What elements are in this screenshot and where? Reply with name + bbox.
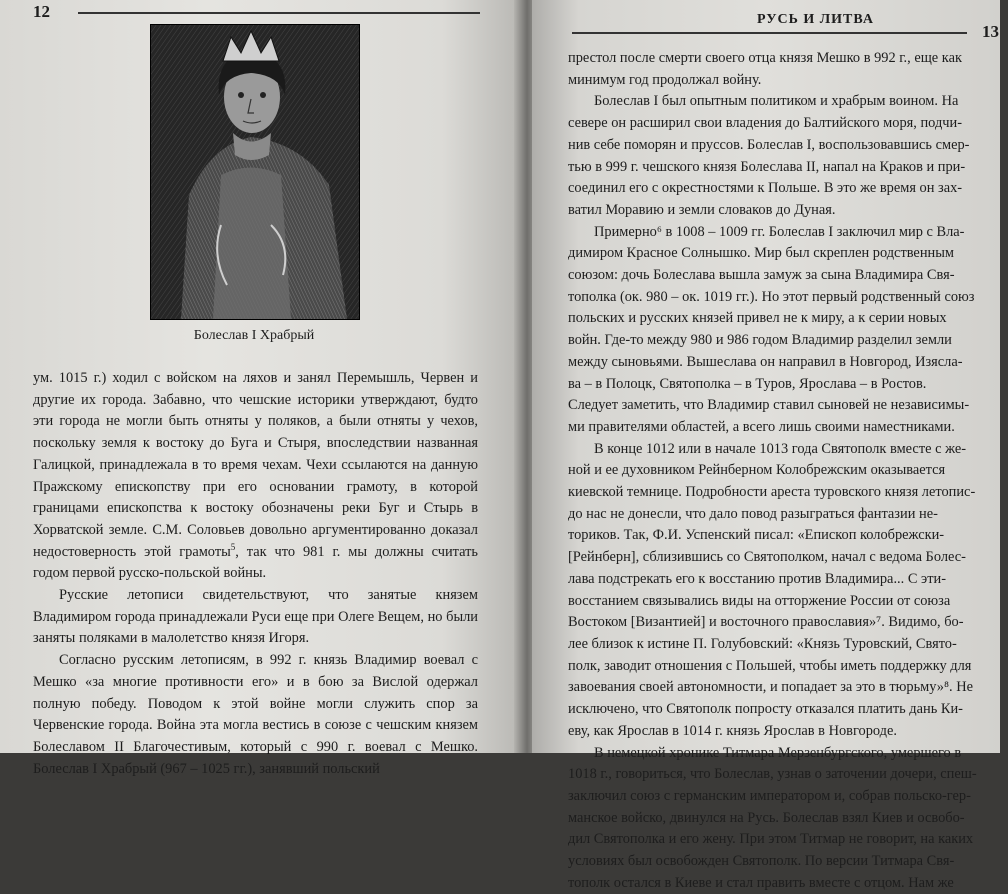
text-line: севере он расширил свои владения до Балтийского моря, подчи- [568,115,963,132]
text-line: союзом: дочь Болеслава вышла замуж за сына Владимира Свя- [568,267,955,284]
text-line: еву, как Ярослав в 1014 г. князь Ярослав в Новгороде. [568,722,897,739]
text-line: лее близок к истине П. Голубовский: «Князь Туровский, Свято- [568,635,957,652]
text-line: условиях был освобожден Святополк. По версии Титмара Свя- [568,853,955,870]
text-line: между сыновьями. Вышеслава он направил в Новгород, Изясла- [568,353,963,370]
text-line: до нас не донесли, что дало повод разыграться фантазии не- [568,505,938,522]
text-line: димиром Красное Солнышко. Мир был скреплен родственным [568,245,955,262]
left-body-text [33,368,478,780]
header-rule-right [572,32,967,34]
text-line: В немецкой хронике Титмара Мерзенбургского, умершего в [594,744,962,761]
text-line: престол после смерти своего отца князя Мешко в 992 г., еще как [568,50,962,66]
text-line: Болеслав I был опытным политиком и храбрым воином. На [594,93,959,110]
text-line: [Рейнберн], сблизившись со Святополком, начал с ведома Болес- [568,549,966,566]
text-line: нив себе поморян и пруссов. Болеслав I, воспользовавшись смер- [568,136,970,153]
text-line: восстанием связывались виды на отторжение России от союза [568,592,951,609]
right-page [532,0,1000,891]
text-line: тополка (ок. 980 – ок. 1019 гг.). Но этот первый родственный союз [568,288,975,305]
text-line: ториков. Так, Ф.И. Успенский писал: «Епископ колобрежски- [568,527,945,544]
text-line: киевской темнице. Подробности ареста туровского князя летопис- [568,484,976,501]
text-line: дил Святополка и его жену. При этом Титмар не говорит, на каких [568,831,974,848]
text-line: Примерно⁶ в 1008 – 1009 гг. Болеслав I заключил мир с Вла- [594,223,965,240]
paragraph: ум. 1015 г.) ходил с войском на ляхов и занял Перемышль, Червен и другие их города. Забавно, что чешские историки утверждают, будто эти города не могли быть отняты у поляков, а были отняты у чехов, поскольку земля к востоку до Буга и Стыря, впоследствии названная Галицкой, принадлежала в то время чехам. Чехи ссылаются на данную Пражскому епископству при его основании грамоту, в которой границами епископства к востоку обозначены реки Буг и Стырь в Хорватской земле. С.М. Соловьев довольно аргументированно доказал недостоверность этой грамоты$^5$, так что 981 г. мы должны считать годом первой русско-польской войны. [33,370,478,582]
text-line: польских и русских князей привел не к миру, а к серии новых [568,310,947,327]
header-rule-left [78,12,480,14]
portrait-engraving-icon [151,25,359,319]
footnote-marker[interactable]: 5 [230,541,236,552]
text-line: исключено, что Святополк попросту отказался платить дань Ки- [568,701,963,718]
left-page [0,0,520,777]
page-number-left: 12 [33,2,50,21]
page-number-right: 13 [982,22,999,41]
portrait-caption: Болеслав I Храбрый [193,328,315,343]
text-line: полк, заводит отношения с Польшей, чтобы иметь поддержку для [568,657,972,674]
text-line: тью в 999 г. чешского князя Болеслава II, напал на Краков и при- [568,158,966,175]
text-line: ва – в Полоцк, Святополка – в Туров, Ярослава – в Ростов. [568,375,927,392]
text-line: войн. Где-то между 980 и 986 годом Владимир разделил земли [568,332,952,349]
text-line: заключил союз с германским императором и, собрав польско-гер- [568,787,971,804]
paragraph: Согласно русским летописям, в 992 г. князь Владимир воевал с Мешко «за многие противности его» и в бою за Вислой одержал полную победу. Поводом к этой войне могли служить спор за Червенские города. Война эта могла вестись в союзе с чешским князем Болеславом II Благочестивым, который с 990 г. воевал с Мешко. Болеслав I Храбрый (967 – 1025 гг.), занявший польский [33,652,478,777]
paragraph: Русские летописи свидетельствуют, что занятые князем Владимиром города принадлежали Руси еще при Олеге Вещем, но были заняты поляками в малолетство князя Игоря. [33,587,478,647]
right-body-text [568,48,1008,894]
text-line: минимум год продолжал войну. [568,71,762,88]
text-line: соединил его с окрестностями к Польше. В это же время он зах- [568,180,963,197]
text-line: ватил Моравию и земли словаков до Дуная. [568,201,836,218]
text-line: Востоком [Византией] и восточного православия»⁷. Видимо, бо- [568,614,964,631]
text-line: В конце 1012 или в начале 1013 года Святополк вместе с же- [594,440,967,457]
text-line: манское войско, двинулся на Русь. Болеслав взял Киев и освобо- [568,809,965,826]
text-line: завоевания своей автономности, и попадает за это в тюрьму»⁸. Не [568,679,973,696]
text-line: тополк остался в Киеве и стал править вместе с отцом. Нам же [568,874,954,891]
text-line: Следует заметить, что Владимир ставил сыновей не независимы- [568,397,970,414]
text-line: лава подстрекать его к восстанию против Владимира... С эти- [568,570,946,587]
text-line: ми правителями областей, а всего лишь своими наместниками. [568,418,955,435]
running-head-right: РУСЬ И ЛИТВА [757,12,874,27]
text-line: ной и ее духовником Рейнберном Колобрежским оказывается [568,462,946,479]
text-line: 1018 г., говориться, что Болеслав, узнав о заточении дочери, спеш- [568,766,977,783]
portrait-illustration [150,24,360,320]
